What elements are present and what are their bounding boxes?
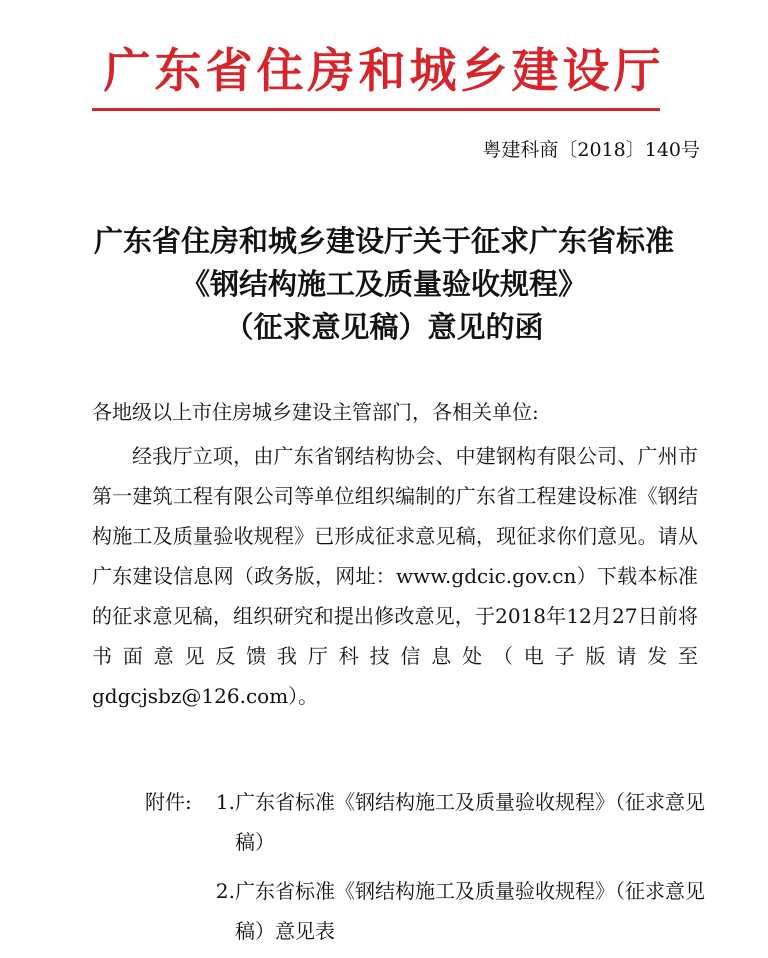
- document-number: 粤建科商〔2018〕140号: [482, 139, 700, 161]
- attachment-text: 广东省标准《钢结构施工及质量验收规程》（征求意见稿）意见表: [235, 879, 705, 943]
- title-line-3: （征求意见稿）意见的函: [224, 310, 544, 344]
- attachment-text: 广东省标准《钢结构施工及质量验收规程》（征求意见稿）: [235, 790, 705, 854]
- attachment-item: [145, 871, 705, 951]
- attachment-number: 1.: [215, 790, 235, 814]
- attachment-number: 2.: [215, 879, 235, 903]
- title-line-2: 《钢结构施工及质量验收规程》: [180, 267, 587, 301]
- body-paragraph: 经我厅立项，由广东省钢结构协会、中建钢构有限公司、广州市第一建筑工程有限公司等单位组织编制的广东省工程建设标准《钢结构施工及质量验收规程》已形成征求意见稿，现征求你们意见。请从广东建设信息网（政务版，网址：www.gdcic.gov.cn）下载本标准的征求意见稿，组织研究和提出修改意见，于2018年12月27日前将书面意见反馈我厅科技信息处（电子版请发至gdgcjsbz@126.com）。: [92, 444, 698, 708]
- attachment-item: [145, 782, 705, 862]
- salutation: 各地级以上市住房城乡建设主管部门，各相关单位:: [92, 400, 539, 424]
- attachments-list: [145, 782, 705, 951]
- letterhead-red-rule: [92, 108, 660, 111]
- title-line-1: 广东省住房和城乡建设厅关于征求广东省标准: [93, 224, 674, 258]
- agency-letterhead-title: 广东省住房和城乡建设厅: [103, 44, 665, 99]
- attachments-label: 附件:: [145, 790, 192, 814]
- document-title: [0, 220, 768, 349]
